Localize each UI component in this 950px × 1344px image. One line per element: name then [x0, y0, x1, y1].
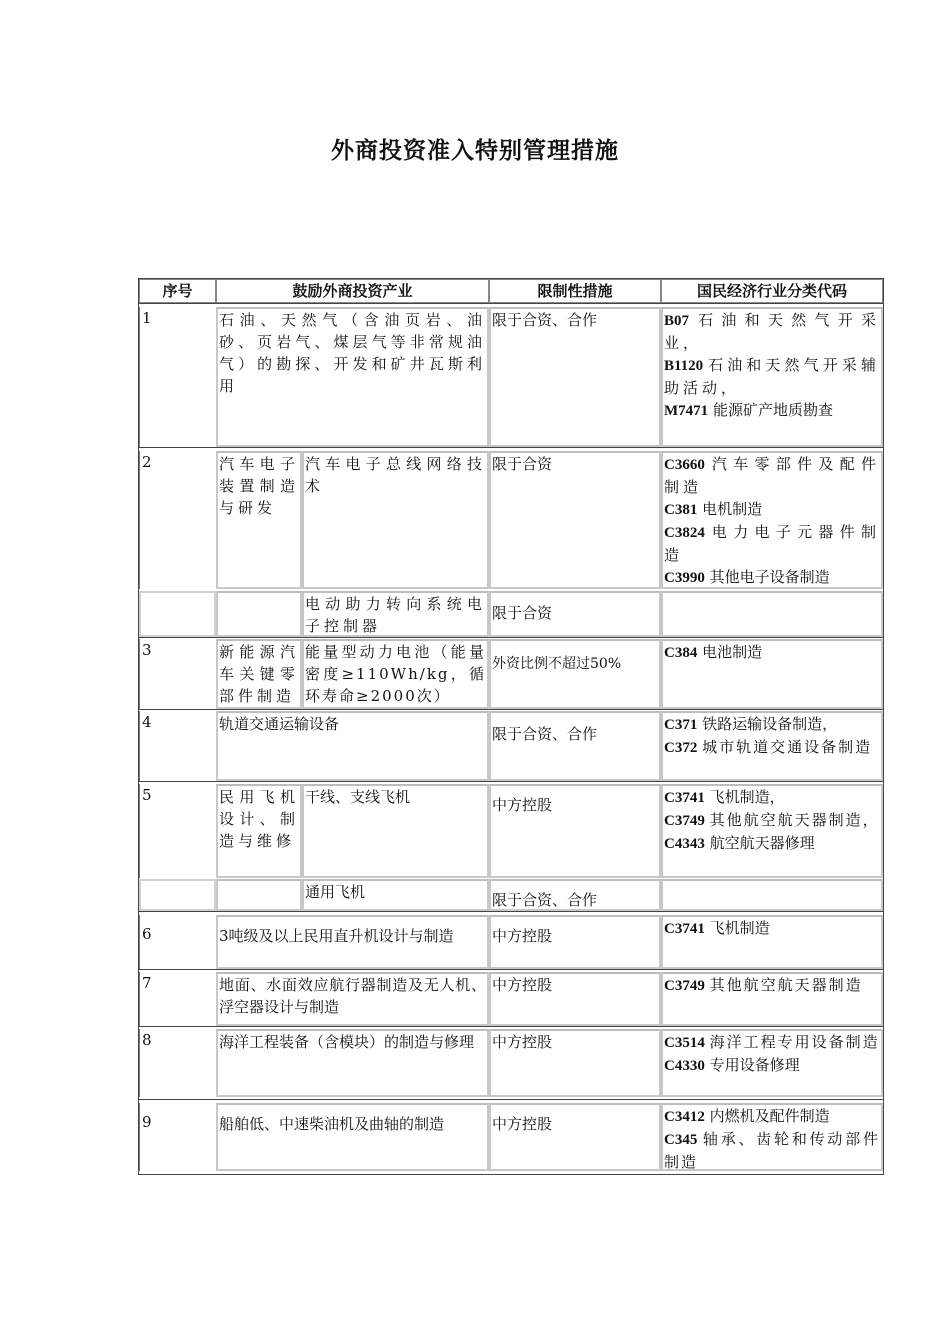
code-cell — [661, 591, 883, 637]
industry-cell: 民用飞机设计、制造与维修 — [216, 784, 302, 878]
row-no: 1 — [139, 307, 216, 447]
sub-industry-cell: 能量型动力电池（能量密度≥110Wh/kg，循环寿命≥2000次） — [302, 639, 489, 709]
industry-code-item: C384 电池制造 — [664, 643, 763, 661]
industry-code-item: C4343 航空航天器修理 — [664, 834, 815, 852]
measure-cell: 限于合资、合作 — [489, 307, 661, 447]
sub-industry-cell: 干线、支线飞机 — [302, 784, 489, 878]
industry-cell: 海洋工程装备（含模块）的制造与修理 — [216, 1029, 489, 1097]
measures-table — [138, 278, 884, 1175]
sub-industry-cell: 汽车电子总线网络技术 — [302, 451, 489, 589]
industry-code-item: C3514 海洋工程专用设备制造 — [664, 1033, 880, 1051]
measure-cell: 中方控股 — [489, 1029, 661, 1097]
row-no: 5 — [139, 784, 216, 878]
industry-code-item: B07 石油和天然气开采业， — [664, 311, 880, 352]
measure-cell: 中方控股 — [489, 784, 661, 878]
measure-cell: 外资比例不超过50% — [489, 639, 661, 709]
industry-cell — [216, 591, 302, 637]
header-code: 国民经济行业分类代码 — [661, 279, 883, 303]
code-cell — [661, 915, 883, 969]
code-cell — [661, 307, 883, 447]
document-title: 外商投资准入特别管理措施 — [331, 137, 619, 164]
row-no: 7 — [139, 972, 216, 1026]
industry-cell: 地面、水面效应航行器制造及无人机、浮空器设计与制造 — [216, 972, 489, 1026]
row-no: 2 — [139, 451, 216, 589]
industry-code-item: C3741 飞机制造 — [664, 919, 770, 937]
header-no: 序号 — [139, 279, 216, 303]
industry-code-item: C345 轴承、齿轮和传动部件制造 — [664, 1130, 880, 1171]
industry-code-item: C381 电机制造 — [664, 500, 763, 518]
industry-code-item: C3990 其他电子设备制造 — [664, 568, 830, 586]
header-measure: 限制性措施 — [489, 279, 661, 303]
industry-code-item: C4330 专用设备修理 — [664, 1056, 800, 1074]
industry-code-item: C3749 其他航空航天器制造 — [664, 976, 863, 994]
measure-cell: 限于合资 — [489, 451, 661, 589]
row-no: 4 — [139, 711, 216, 781]
sub-industry-cell: 电动助力转向系统电子控制器 — [302, 591, 489, 637]
industry-code-item: M7471 能源矿产地质勘查 — [664, 401, 833, 419]
industry-code-item: C3824 电力电子元器件制造 — [664, 523, 880, 564]
row-no: 3 — [139, 639, 216, 709]
industry-code-item: C3749 其他航空航天器制造， — [664, 811, 880, 829]
industry-cell: 船舶低、中速柴油机及曲轴的制造 — [216, 1103, 489, 1171]
row-no: 6 — [139, 915, 216, 969]
measure-cell: 中方控股 — [489, 972, 661, 1026]
row-no: 8 — [139, 1029, 216, 1097]
measure-cell: 限于合资、合作 — [489, 879, 661, 911]
code-cell — [661, 451, 883, 589]
code-cell — [661, 711, 883, 781]
industry-code-item: C371 铁路运输设备制造， — [664, 715, 838, 733]
code-cell — [661, 639, 883, 709]
row-no — [139, 879, 216, 911]
measure-cell: 限于合资、合作 — [489, 711, 661, 781]
industry-cell: 3吨级及以上民用直升机设计与制造 — [216, 915, 489, 969]
industry-code-item: C3741 飞机制造， — [664, 788, 785, 806]
header-industry: 鼓励外商投资产业 — [216, 279, 489, 303]
industry-code-item: C372 城市轨道交通设备制造 — [664, 738, 873, 756]
code-cell — [661, 1103, 883, 1171]
code-cell — [661, 879, 883, 911]
code-cell — [661, 1029, 883, 1097]
industry-cell: 新能源汽车关键零部件制造 — [216, 639, 302, 709]
industry-code-item: B1120 石油和天然气开采辅助活动， — [664, 356, 880, 397]
sub-industry-cell: 通用飞机 — [302, 879, 489, 911]
industry-cell: 轨道交通运输设备 — [216, 711, 489, 781]
code-cell — [661, 784, 883, 878]
row-no — [139, 591, 216, 637]
industry-code-item: C3660 汽车零部件及配件制造 — [664, 455, 880, 496]
industry-code-item: C3412 内燃机及配件制造 — [664, 1107, 830, 1125]
measure-cell: 限于合资 — [489, 591, 661, 637]
measure-cell: 中方控股 — [489, 1103, 661, 1171]
measure-cell: 中方控股 — [489, 915, 661, 969]
industry-cell: 石油、天然气（含油页岩、油砂、页岩气、煤层气等非常规油气）的勘探、开发和矿井瓦斯利用 — [216, 307, 489, 447]
industry-cell — [216, 879, 302, 911]
industry-cell: 汽车电子装置制造与研发 — [216, 451, 302, 589]
row-no: 9 — [139, 1103, 216, 1171]
code-cell — [661, 972, 883, 1026]
